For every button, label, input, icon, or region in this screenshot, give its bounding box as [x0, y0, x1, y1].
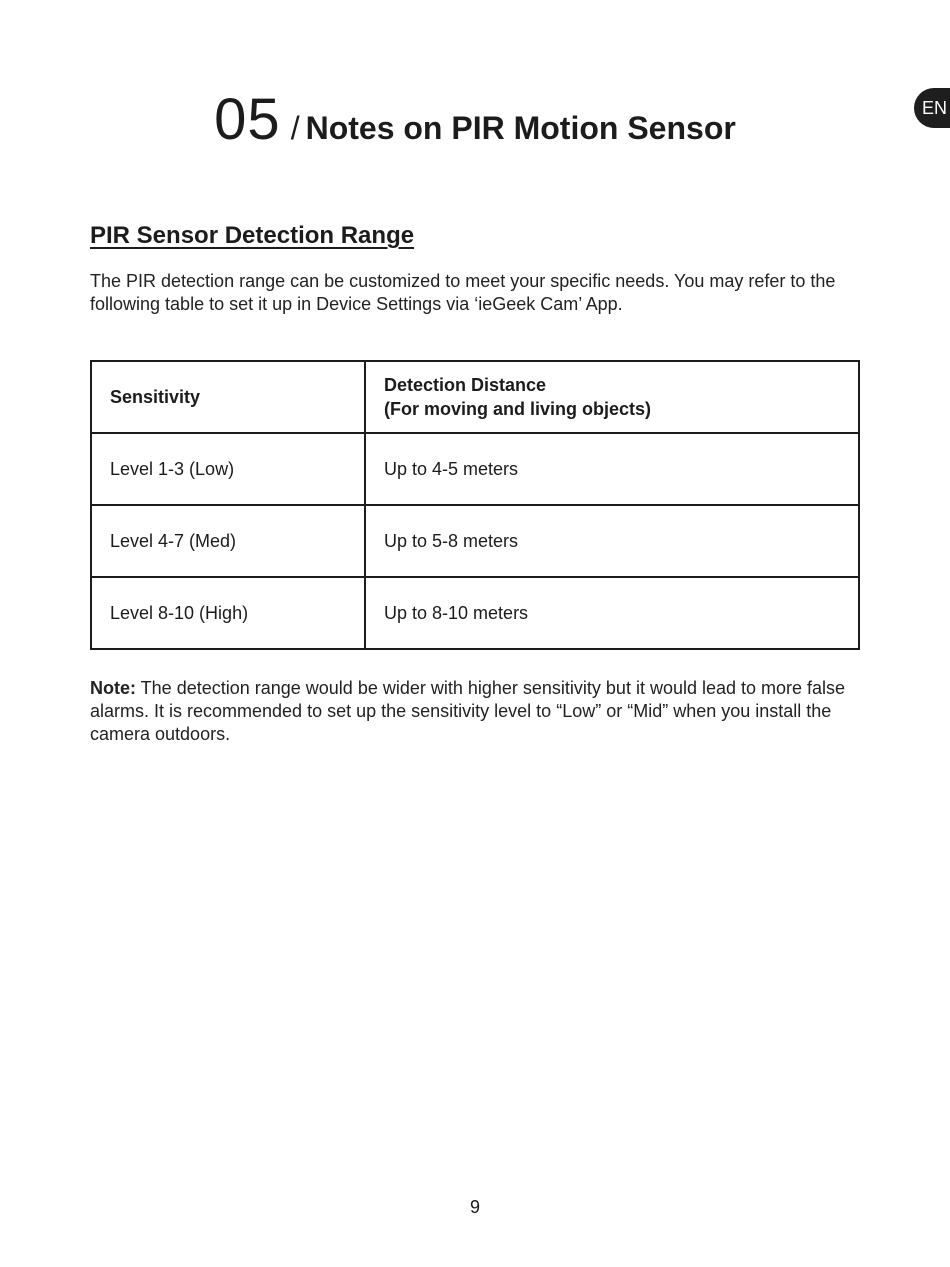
row-sensitivity-level: Level 4-7 (Med)	[91, 505, 365, 577]
table-row	[91, 433, 859, 505]
chapter-title	[0, 86, 950, 153]
row-detection-distance: Up to 4-5 meters	[365, 433, 859, 505]
header-distance-line1: Detection Distance	[384, 375, 547, 395]
language-badge: EN	[914, 88, 950, 128]
header-detection-distance	[365, 361, 859, 433]
title-separator: /	[290, 110, 300, 146]
chapter-number: 05	[214, 87, 281, 152]
row-sensitivity-level: Level 1-3 (Low)	[91, 433, 365, 505]
note-label: Note:	[90, 678, 136, 698]
section-heading: PIR Sensor Detection Range	[90, 222, 415, 249]
table-header-row	[91, 361, 859, 433]
intro-paragraph: The PIR detection range can be customized to meet your specific needs. You may refer to the following table to set it up in Device Settings via ‘ieGeek Cam’ App.	[90, 271, 836, 314]
row-sensitivity-level: Level 8-10 (High)	[91, 577, 365, 649]
table-row	[91, 577, 859, 649]
chapter-title-text: Notes on PIR Motion Sensor	[305, 110, 736, 146]
note-text: The detection range would be wider with higher sensitivity but it would lead to more false alarms. It is recommended to set up the sensitivity level to “Low” or “Mid” when you install the camera outdoors.	[90, 678, 846, 744]
table-row	[91, 505, 859, 577]
note-paragraph	[90, 677, 865, 746]
header-sensitivity: Sensitivity	[91, 361, 365, 433]
row-detection-distance: Up to 8-10 meters	[365, 577, 859, 649]
detection-range-table	[90, 360, 860, 650]
page-number: 9	[469, 1197, 480, 1217]
header-distance-line2: (For moving and living objects)	[384, 399, 652, 419]
row-detection-distance: Up to 5-8 meters	[365, 505, 859, 577]
